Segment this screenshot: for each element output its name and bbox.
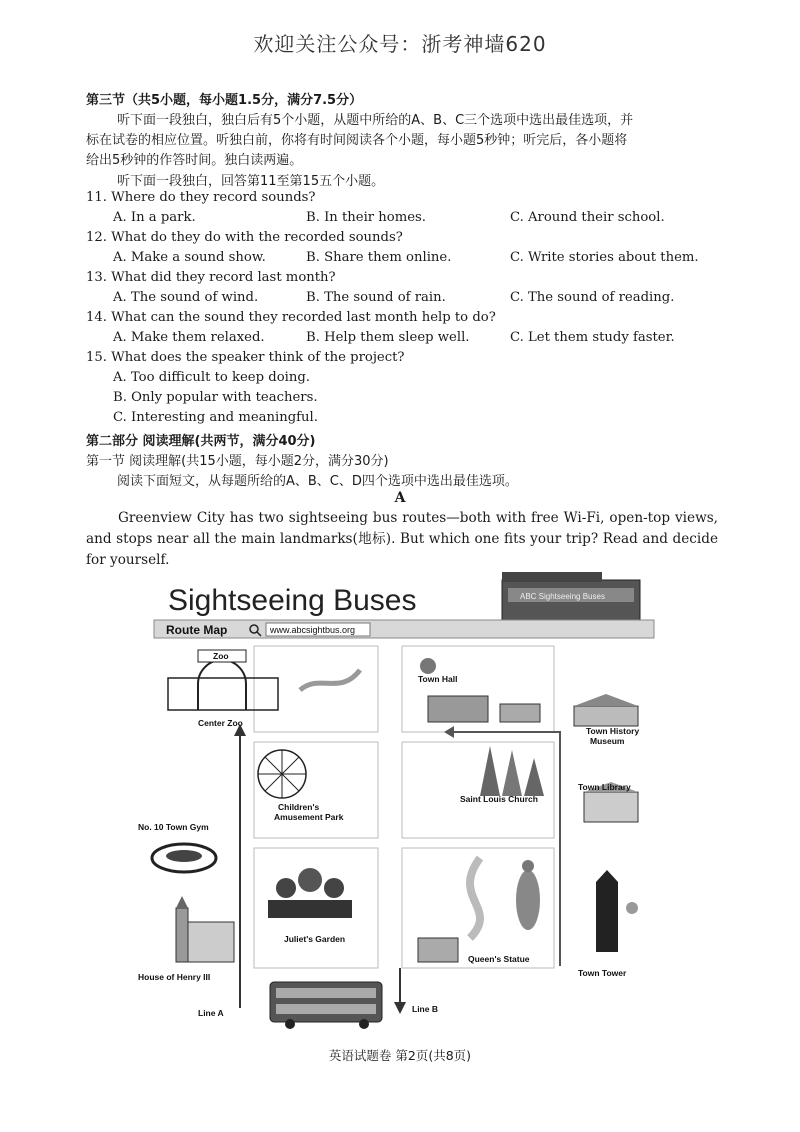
option-14a: A. Make them relaxed. [113, 330, 265, 345]
option-12a: A. Make a sound show. [113, 250, 266, 265]
route-map-figure [138, 578, 658, 1028]
section3-title: 第三节（共5小题，每小题1.5分，满分7.5分） [86, 93, 363, 108]
map-url: www.abcsightbus.org [270, 625, 356, 635]
option-11b: B. In their homes. [306, 210, 426, 225]
option-12c: C. Write stories about them. [510, 250, 699, 265]
part2-instruction: 阅读下面短文，从每题所给的A、B、C、D四个选项中选出最佳选项。 [117, 474, 518, 489]
question-13: 13. What did they record last month? [86, 270, 336, 285]
part2-title: 第二部分 阅读理解(共两节，满分40分) [86, 434, 316, 449]
page-header: 欢迎关注公众号：浙考神墙620 [253, 32, 547, 56]
instruction-line-3: 给出5秒钟的作答时间。独白读两遍。 [86, 153, 303, 168]
question-15: 15. What does the speaker think of the project? [86, 350, 405, 365]
page-footer: 英语试题卷 第2页(共8页) [328, 1048, 472, 1063]
option-14b: B. Help them sleep well. [306, 330, 470, 345]
part2-section1: 第一节 阅读理解(共15小题，每小题2分，满分30分) [86, 454, 389, 469]
ferris-wheel-icon [258, 750, 306, 798]
option-15a: A. Too difficult to keep doing. [113, 370, 310, 385]
label-childrens-2: Amusement Park [274, 812, 344, 822]
route-map-label: Route Map [166, 623, 228, 637]
label-saint-louis: Saint Louis Church [460, 794, 538, 804]
option-13c: C. The sound of reading. [510, 290, 675, 305]
label-town-library: Town Library [578, 782, 631, 792]
bus-sign: ABC Sightseeing Buses [520, 592, 605, 601]
label-history-museum-1: Town History [586, 726, 640, 736]
zoo-sign: Zoo [213, 651, 229, 661]
label-line-b: Line B [412, 1004, 438, 1014]
passage-letter: A [394, 490, 406, 506]
map-title: Sightseeing Buses [168, 584, 417, 617]
instruction-line-1: 听下面一段独白，独白后有5个小题，从题中所给的A、B、C三个选项中选出最佳选项，并 [117, 113, 634, 128]
label-town-gym: No. 10 Town Gym [138, 822, 209, 832]
passage-paragraph: Greenview City has two sightseeing bus routes—both with free Wi-Fi, open-top views, and stops near all the main landmarks(地标). But which one fits your trip? Read and decide for yourself. [86, 510, 718, 568]
question-14: 14. What can the sound they recorded last month help to do? [86, 310, 496, 325]
question-11: 11. Where do they record sounds? [86, 190, 316, 205]
option-15b: B. Only popular with teachers. [113, 390, 318, 405]
instruction-line-4: 听下面一段独白，回答第11至第15五个小题。 [117, 174, 385, 189]
instruction-line-2: 标在试卷的相应位置。听独白前，你将有时间阅读各个小题，每小题5秒钟；听完后，各小题将 [86, 133, 628, 148]
double-decker-bus-icon [270, 982, 382, 1029]
label-line-a: Line A [198, 1008, 224, 1018]
label-history-museum-2: Museum [590, 736, 625, 746]
question-12: 12. What do they do with the recorded sounds? [86, 230, 403, 245]
label-queens-statue: Queen's Statue [468, 954, 530, 964]
label-town-tower: Town Tower [578, 968, 627, 978]
option-12b: B. Share them online. [306, 250, 452, 265]
label-juliets-garden: Juliet's Garden [284, 934, 346, 944]
label-house-henry: House of Henry III [138, 972, 211, 982]
option-11c: C. Around their school. [510, 210, 665, 225]
label-center-zoo: Center Zoo [198, 718, 243, 728]
label-childrens-1: Children's [278, 802, 320, 812]
option-11a: A. In a park. [113, 210, 196, 225]
option-13b: B. The sound of rain. [306, 290, 446, 305]
option-13a: A. The sound of wind. [113, 290, 259, 305]
label-town-hall: Town Hall [418, 674, 458, 684]
option-14c: C. Let them study faster. [510, 330, 675, 345]
option-15c: C. Interesting and meaningful. [113, 410, 318, 425]
